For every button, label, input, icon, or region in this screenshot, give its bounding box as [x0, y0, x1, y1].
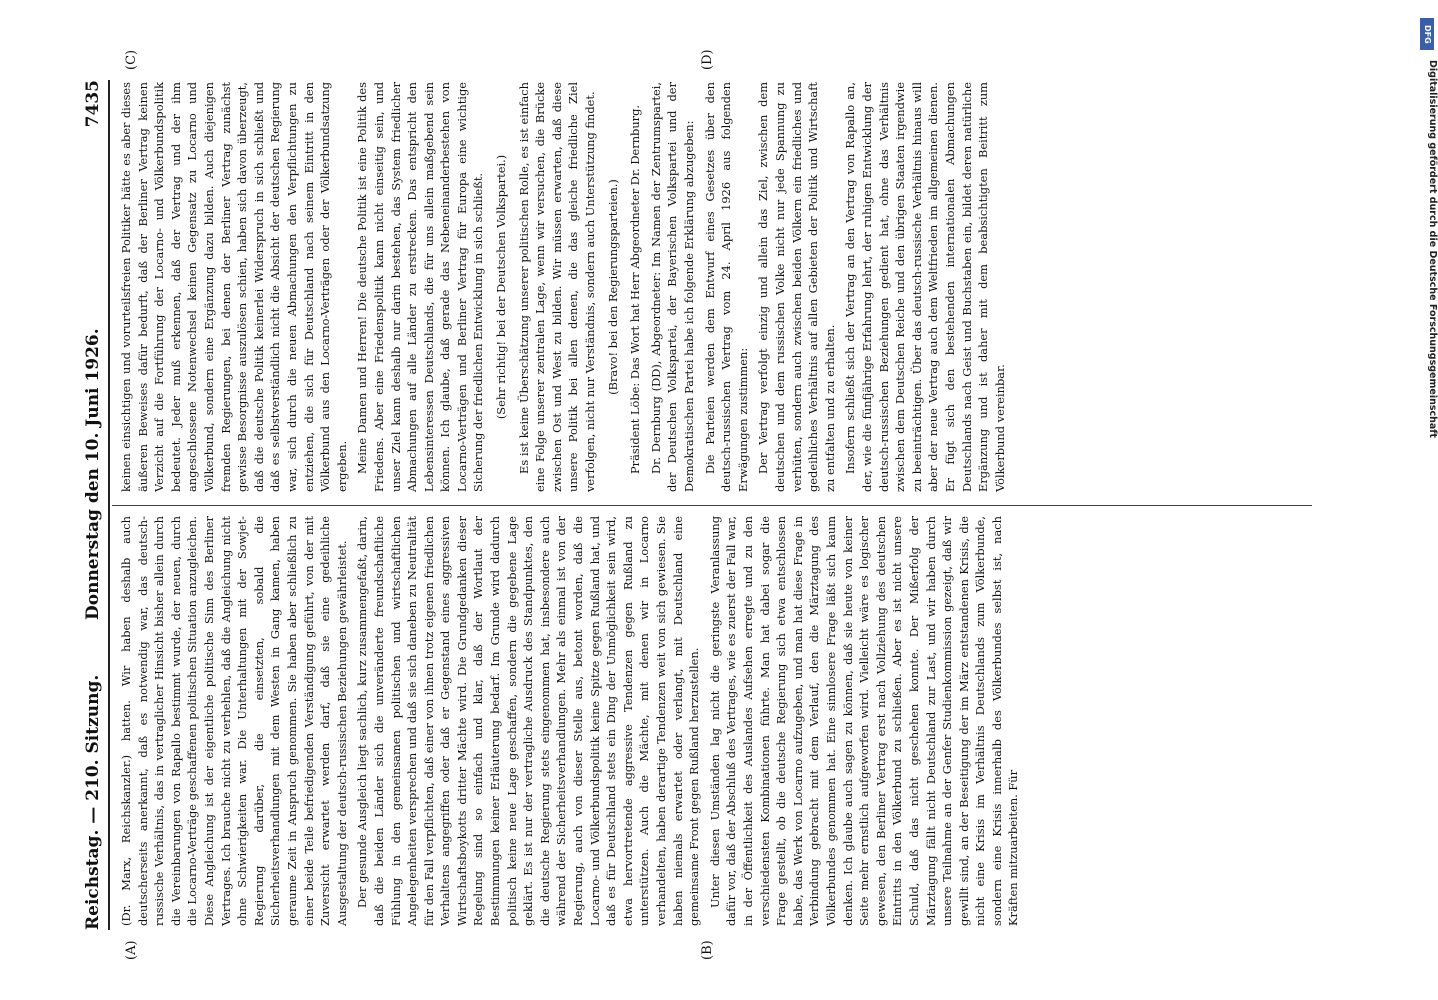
paragraph: Insofern schließt sich der Vertrag an den Vertrag von Rapallo an, der, wie die fünfjährige Erfahrung lehrt, der ruhigen Entwicklung der deutsch-russischen Beziehungen gedient hat, ohne das Verhältnis zwischen dem Deutschen Reiche und den übrigen Staaten irgendwie zu beeinträchtigen. Über das deutsch-russische Verhältnis hinaus will aber der neue Vertrag auch dem Weltfrieden im allgemeinen dienen. Er fügt sich den bestehenden internationalen Abmachungen Deutschlands nach Geist und Buchstaben ein, bildet deren natürliche Ergänzung und ist daher mit dem beabsichtigten Beitritt zum Völkerbund vereinbar. [843, 82, 1007, 492]
running-header [83, 80, 107, 930]
page-number: 7435 [83, 80, 103, 128]
speaker-paragraph: Dr. Dernburg (DD), Abgeordneter: Im Namen der Zentrumspartei, der Deutschen Volkspartei, der Bayerischen Volkspartei und der Demokratischen Partei habe ich folgende Erklärung abzugeben: [648, 82, 696, 492]
funding-note: Digitalisierung gefördert durch die Deutsche Forschungsgemeinschaft [1427, 60, 1438, 438]
paragraph: Es ist keine Überschätzung unserer politischen Rolle, es ist einfach eine Folge unserer zentralen Lage, wenn wir versuchen, die Brücke zwischen Ost und West zu bilden. Wir müssen erwarten, daß diese unsere Politik bei allen denen, die das gleiche friedliche Ziel verfolgen, nicht nur Verständnis, sondern auch Unterstützung findet. [516, 82, 598, 492]
paragraph: Der Vertrag verfolgt einzig und allein das Ziel, zwischen dem deutschen und dem russischen Volke nicht nur jede Spannung zu verhüten, sondern auch zwischen beiden Völkern ein friedliches und gedeihliches Verhältnis auf allen Gebieten der Politik und Wirtschaft zu entfalten und zu erhalten. [756, 82, 837, 492]
header-date: Donnerstag den 10. Juni 1926. [83, 328, 103, 620]
left-column [118, 516, 1026, 926]
speaker-paragraph: Präsident Löbe: Das Wort hat Herr Abgeordneter Dr. Dernburg. [628, 104, 643, 474]
margin-marker-a: (A) [124, 940, 139, 960]
paragraph: (Dr. Marx, Reichskanzler.) hatten. Wir haben deshalb auch deutscherseits anerkannt, daß es notwendig war, das deutsch-russische Verhältnis, das in vertraglicher Hinsicht bisher allein durch die Vereinbarungen von Rapallo bestimmt wurde, der neuen, durch die Locarno-Verträge geschaffenen politischen Situation anzugleichen. Diese Angleichung ist der eigentliche politische Sinn des Berliner Vertrages. Ich brauche nicht zu verhehlen, daß die Angleichung nicht ohne Schwierigkeiten war. Die Unterhaltungen mit der Sowjet-Regierung darüber, die einsetzten, sobald die Sicherheitsverhandlungen mit dem Westen in Gang kamen, haben geraume Zeit in Anspruch genommen. Sie haben aber schließlich zu einer beide Teile befriedigenden Verständigung geführt, von der mit Zuversicht erwartet werden darf, daß sie eine gedeihliche Ausgestaltung der deutsch-russischen Beziehungen gewährleistet. [119, 516, 349, 926]
paragraph: Die Parteien werden dem Entwurf eines Gesetzes über den deutsch-russischen Vertrag vom 24. April 1926 aus folgenden Erwägungen zustimmen: [702, 82, 750, 492]
digitization-note [1418, 10, 1438, 990]
header-rule [108, 80, 110, 930]
margin-marker-b: (B) [700, 940, 715, 960]
margin-marker-c: (C) [124, 49, 139, 70]
paragraph: Der gesunde Ausgleich liegt sachlich, kurz zusammengefaßt, darin, daß die beiden Länder sich die unveränderte freundschaftliche Fühlung in den gemeinsamen politischen und wirtschaftlichen Angelegenheiten versprechen und daß sie sich daneben zu Neutralität für den Fall verpflichten, daß einer von ihnen trotz eigenen friedlichen Verhaltens angegriffen oder daß er Gegenstand eines aggressiven Wirtschaftsboykotts dritter Mächte wird. Die Grundgedanken dieser Regelung sind so einfach und klar, daß der Wortlaut der Bestimmungen keiner Erläuterung bedarf. Im Grunde wird dadurch politisch keine neue Lage geschaffen, sondern die gegebene Lage geklärt. Es ist nur der vertragliche Ausdruck des Standpunktes, den die deutsche Regierung stets eingenommen hat, insbesondere auch während der Sicherheitsverhandlungen. Mehr als einmal ist von der Regierung, auch von dieser Stelle aus, betont worden, daß die Locarno- und Völkerbundspolitik keine Spitze gegen Rußland hat, und daß es für Deutschland stets ein Ding der Unmöglichkeit sein wird, etwa hervortretende aggressive Tendenzen gegen Rußland zu unterstützen. Auch die Mächte, mit denen wir in Locarno verhandelten, haben derartige Tendenzen weit von sich gewiesen. Sie haben niemals erwartet oder verlangt, mit Deutschland eine gemeinsame Front gegen Rußland herzustellen. [355, 516, 702, 926]
header-session: Reichstag. — 210. Sitzung. [83, 674, 103, 930]
column-divider [112, 505, 1312, 506]
margin-marker-d: (D) [700, 49, 715, 70]
right-column [118, 82, 1012, 492]
paragraph: Meine Damen und Herren! Die deutsche Politik ist eine Politik des Friedens. Aber eine Friedenspolitik kann nicht einseitig sein, und unser Ziel kann deshalb nur darin bestehen, das System friedlicher Abmachungen auf alle Länder zu erstrecken. Das entspricht den Lebensinteressen Deutschlands, die für uns allein maßgebend sein können. Ich glaube, daß gerade das Nebeneinanderbestehen von Locarno-Verträgen und Berliner Vertrag für Europa eine wichtige Sicherung der friedlichen Entwicklung in sich schließt. [355, 82, 486, 492]
dfg-logo: DFG [1420, 18, 1434, 50]
interjection: (Sehr richtig! bei der Deutschen Volkspartei.) [494, 154, 509, 420]
paragraph: Unter diesen Umständen lag nicht die geringste Veranlassung dafür vor, daß der Abschluß des Vertrages, wie es zuerst der Fall war, in der Öffentlichkeit des Auslandes Aufsehen erregte und zu den verschiedensten Kombinationen führte. Man hat dabei sogar die Frage gestellt, ob die deutsche Regierung sich etwa entschlossen habe, das Werk von Locarno aufzugeben, und man hat diese Frage in Verbindung gebracht mit dem Verlauf, den die Märztagung des Völkerbundes genommen hat. Eine sinnlosere Frage läßt sich kaum denken. Ich glaube auch sagen zu können, daß sie heute von keiner Seite mehr ernstlich aufgeworfen wird. Vielleicht wäre es logischer gewesen, den Berliner Vertrag erst nach Vollziehung des deutschen Eintritts in den Völkerbund zu schließen. Aber es ist nicht unsere Schuld, daß das nicht geschehen konnte. Der Mißerfolg der Märztagung fällt nicht Deutschland zur Last, und wir haben durch unsere Teilnahme an der Genfer Studienkommission gezeigt, daß wir gewillt sind, an der Beseitigung der im März entstandenen Krisis, die nicht eine Krisis im Verhältnis Deutschlands zum Völkerbunde, sondern eine Krisis innerhalb des Völkerbundes selbst ist, nach Kräften mitzuarbeiten. Für [707, 516, 1021, 926]
paragraph: keinen einsichtigen und vorurteilsfreien Politiker hätte es aber dieses äußeren Beweises dafür bedurft, daß der Berliner Vertrag keinen Verzicht auf die Fortführung der Locarno- und Völkerbundspolitik bedeutet. Jeder muß erkennen, daß der Vertrag und der ihm angeschlossene Notenwechsel keinen Gegensatz zu Locarno und Völkerbund, sondern eine Ergänzung dazu bilden. Auch diejenigen fremden Regierungen, bei denen der Berliner Vertrag zunächst gewisse Besorgnisse auszulösen schien, haben sich davon überzeugt, daß die deutsche Politik keinerlei Widerspruch in sich schließt und daß es selbstverständlich nicht die Absicht der deutschen Regierung war, sich durch die neuen Abmachungen den Verpflichtungen zu entziehen, die sich für Deutschland nach seinem Eintritt in den Völkerbund aus den Locarno-Verträgen oder der Völkerbundsatzung ergeben. [119, 82, 349, 492]
interjection: (Bravo! bei den Regierungsparteien.) [605, 179, 620, 395]
